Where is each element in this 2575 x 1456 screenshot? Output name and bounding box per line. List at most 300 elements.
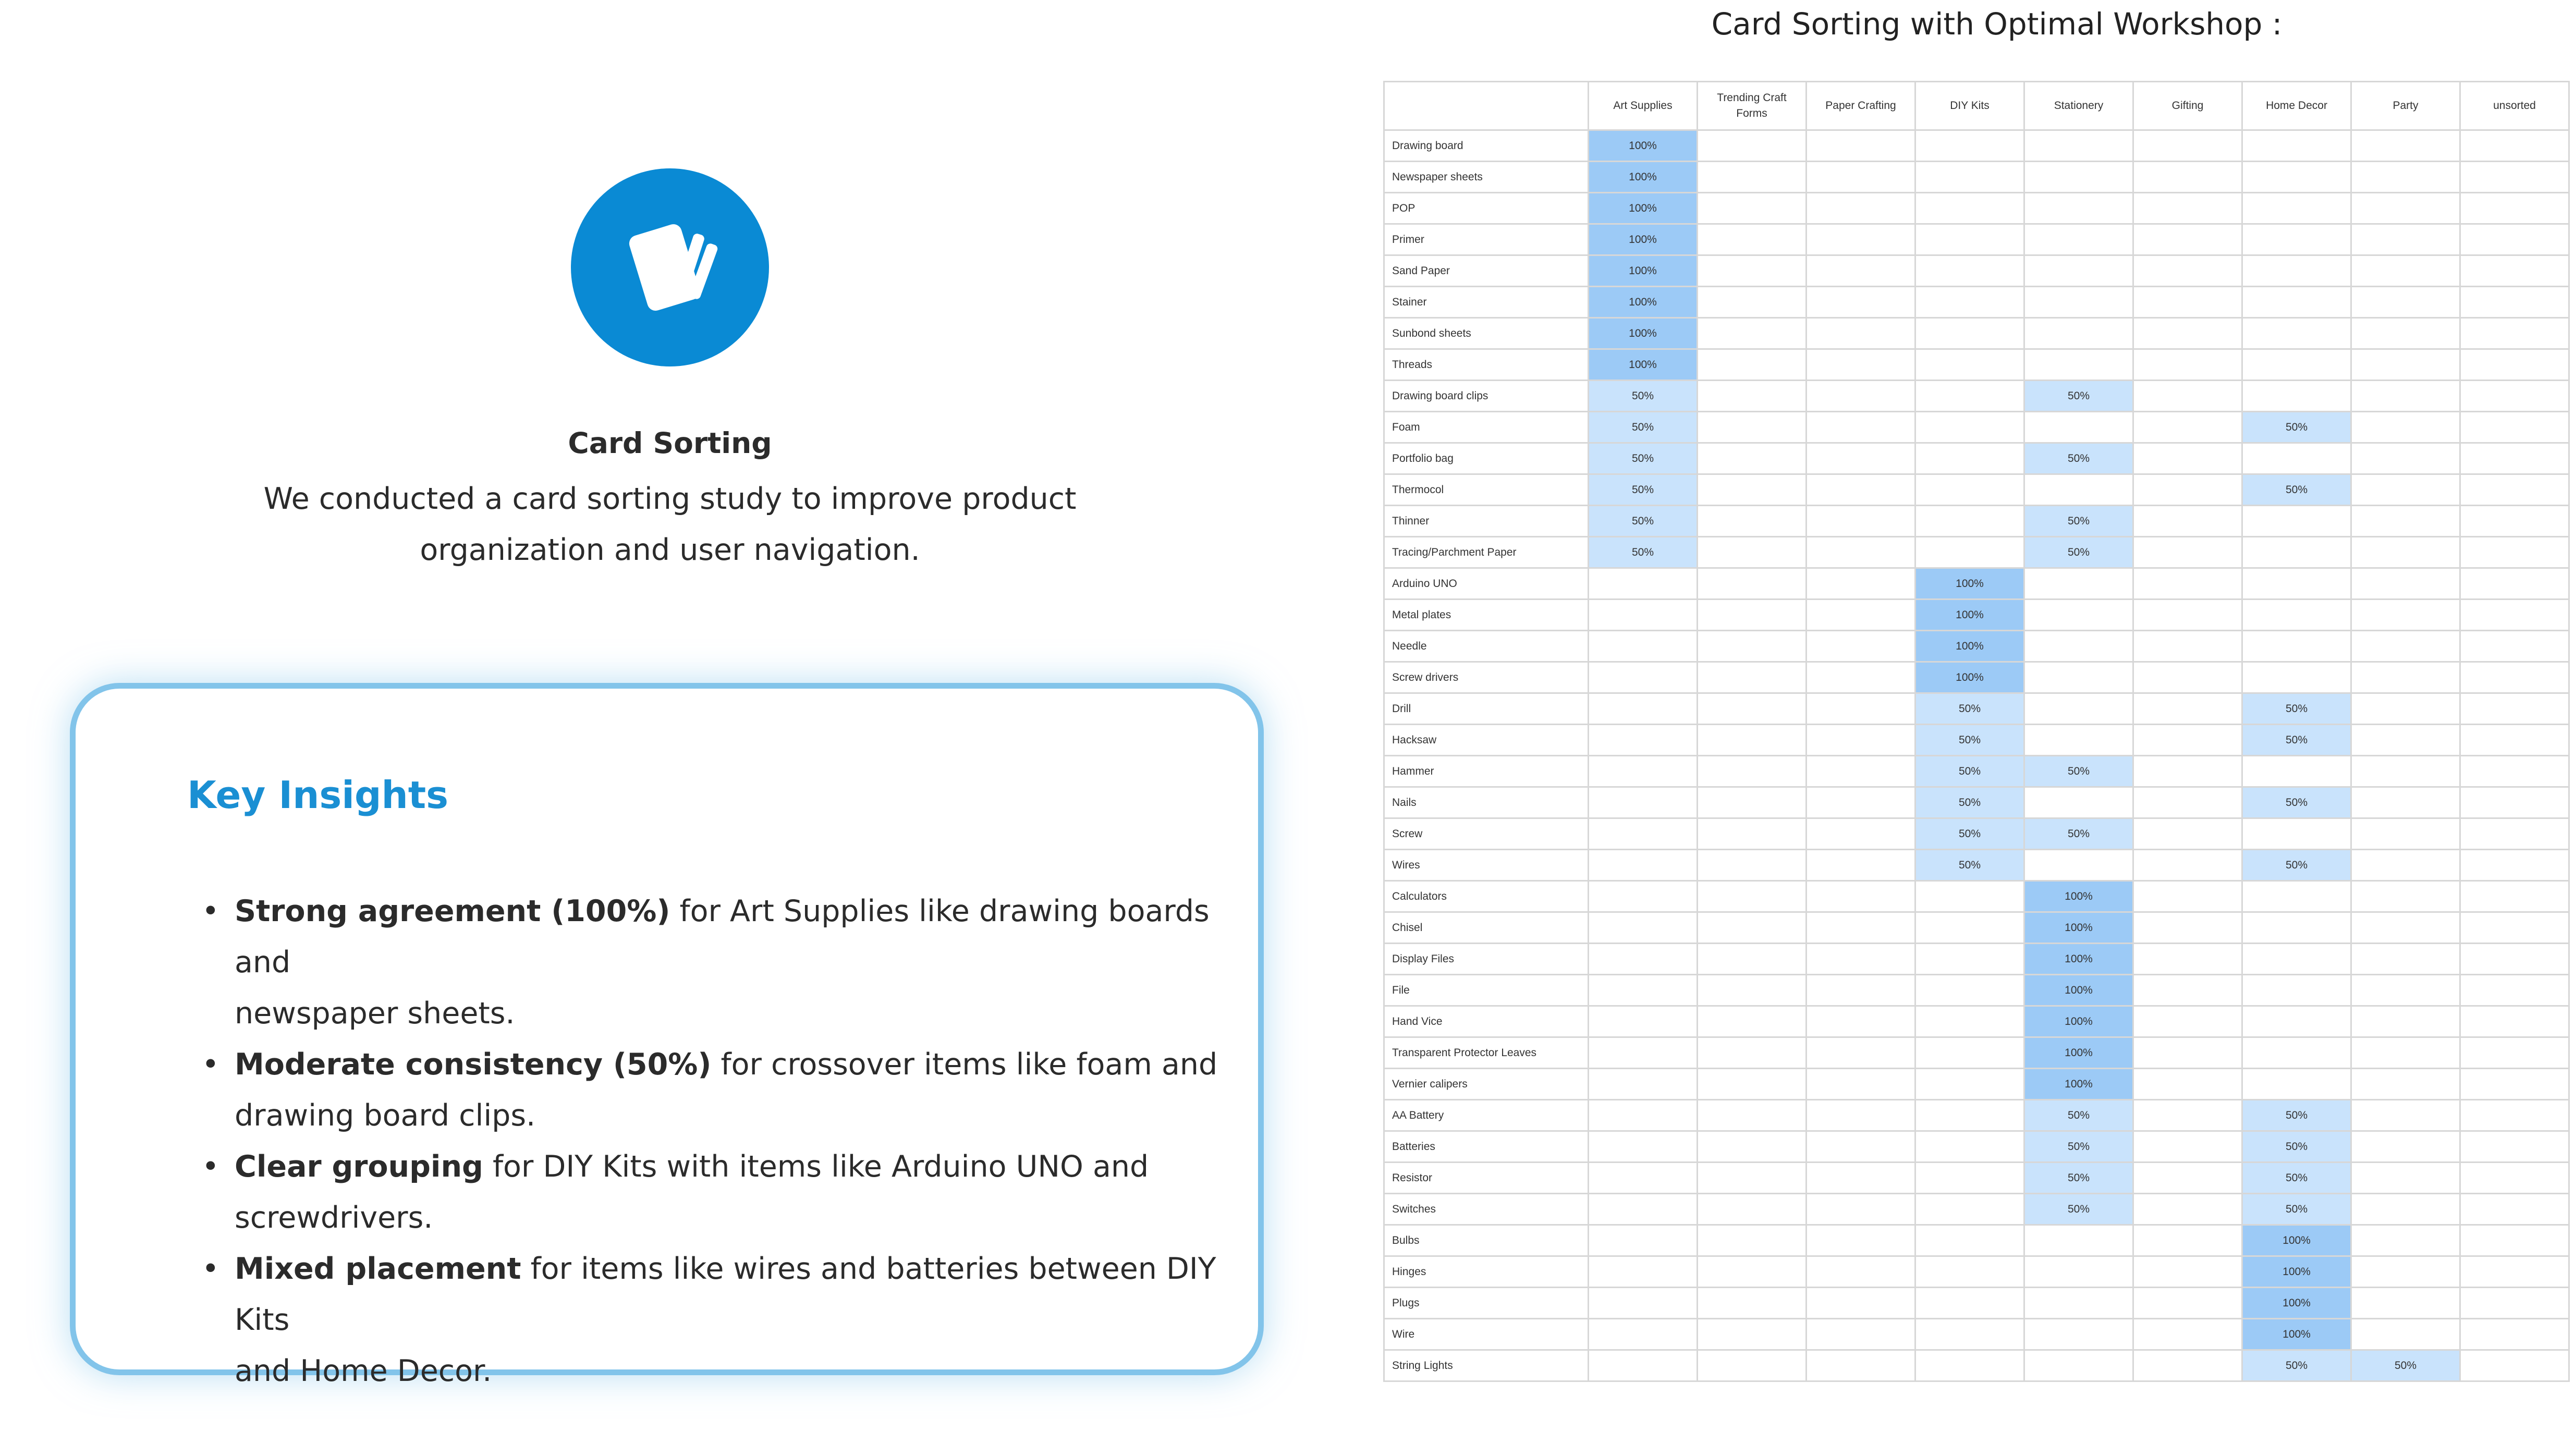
- agreement-cell: 50%: [2242, 850, 2351, 881]
- row-label: AA Battery: [1384, 1100, 1589, 1131]
- section-title: Card Sorting: [568, 426, 772, 460]
- column-header-label: Trending Craft: [1717, 92, 1787, 104]
- empty-cell: [2351, 1225, 2460, 1256]
- empty-cell: [2351, 1037, 2460, 1069]
- empty-cell: [2351, 1131, 2460, 1163]
- empty-cell: [2351, 912, 2460, 944]
- insight-item: [235, 1039, 1225, 1141]
- empty-cell: [2133, 1194, 2242, 1225]
- table-row: [1384, 193, 2569, 224]
- empty-cell: [1807, 725, 1915, 756]
- empty-cell: [1698, 1319, 1807, 1350]
- empty-cell: [2242, 318, 2351, 349]
- empty-cell: [2460, 912, 2569, 944]
- empty-cell: [1807, 693, 1915, 725]
- empty-cell: [1698, 349, 1807, 381]
- empty-cell: [1807, 443, 1915, 474]
- empty-cell: [1915, 1194, 2024, 1225]
- empty-cell: [2242, 349, 2351, 381]
- empty-cell: [1915, 1037, 2024, 1069]
- empty-cell: [2133, 474, 2242, 506]
- empty-cell: [2351, 756, 2460, 787]
- empty-cell: [2351, 881, 2460, 912]
- table-row: [1384, 506, 2569, 537]
- empty-cell: [1698, 1163, 1807, 1194]
- empty-cell: [1589, 1194, 1698, 1225]
- column-header-label: DIY Kits: [1950, 100, 1990, 112]
- table-row: [1384, 568, 2569, 599]
- empty-cell: [2133, 568, 2242, 599]
- agreement-cell: 100%: [1915, 599, 2024, 631]
- empty-cell: [2351, 787, 2460, 818]
- empty-cell: [2460, 1163, 2569, 1194]
- empty-cell: [2133, 287, 2242, 318]
- empty-cell: [2351, 474, 2460, 506]
- empty-cell: [1915, 1131, 2024, 1163]
- empty-cell: [2460, 1006, 2569, 1037]
- empty-cell: [2351, 1256, 2460, 1288]
- empty-cell: [2460, 568, 2569, 599]
- empty-cell: [2133, 1319, 2242, 1350]
- empty-cell: [2460, 1288, 2569, 1319]
- empty-cell: [1589, 1225, 1698, 1256]
- empty-cell: [2024, 318, 2133, 349]
- row-label: Threads: [1384, 349, 1589, 381]
- agreement-cell: 50%: [1915, 693, 2024, 725]
- empty-cell: [2460, 725, 2569, 756]
- empty-cell: [2351, 130, 2460, 162]
- table-row: [1384, 881, 2569, 912]
- matrix-body: [1384, 130, 2569, 1381]
- table-row: [1384, 1194, 2569, 1225]
- table-row: [1384, 1131, 2569, 1163]
- column-header-label: Art Supplies: [1613, 100, 1673, 112]
- empty-cell: [2351, 349, 2460, 381]
- cards-icon: [571, 168, 769, 366]
- insight-item: [235, 1141, 1225, 1243]
- empty-cell: [2351, 818, 2460, 850]
- empty-cell: [2351, 1288, 2460, 1319]
- empty-cell: [2460, 224, 2569, 255]
- empty-cell: [1807, 912, 1915, 944]
- empty-cell: [1698, 443, 1807, 474]
- row-label: Stainer: [1384, 287, 1589, 318]
- empty-cell: [1698, 1100, 1807, 1131]
- empty-cell: [2242, 443, 2351, 474]
- empty-cell: [1807, 1288, 1915, 1319]
- empty-cell: [1807, 1225, 1915, 1256]
- agreement-cell: 50%: [1589, 443, 1698, 474]
- agreement-cell: 100%: [2242, 1256, 2351, 1288]
- empty-cell: [1915, 318, 2024, 349]
- empty-cell: [1589, 1256, 1698, 1288]
- empty-cell: [1807, 537, 1915, 568]
- empty-cell: [1698, 1256, 1807, 1288]
- agreement-cell: 100%: [1589, 349, 1698, 381]
- empty-cell: [2133, 787, 2242, 818]
- empty-cell: [1807, 756, 1915, 787]
- empty-cell: [2460, 506, 2569, 537]
- empty-cell: [1698, 255, 1807, 287]
- empty-cell: [1915, 506, 2024, 537]
- empty-cell: [2024, 693, 2133, 725]
- empty-cell: [2242, 631, 2351, 662]
- empty-cell: [2133, 1163, 2242, 1194]
- empty-cell: [2460, 1256, 2569, 1288]
- empty-cell: [2133, 881, 2242, 912]
- row-label: Drill: [1384, 693, 1589, 725]
- empty-cell: [1807, 318, 1915, 349]
- agreement-cell: 50%: [2024, 1194, 2133, 1225]
- row-label: String Lights: [1384, 1350, 1589, 1381]
- empty-cell: [2133, 850, 2242, 881]
- empty-cell: [2351, 255, 2460, 287]
- empty-cell: [1915, 975, 2024, 1006]
- empty-cell: [1807, 881, 1915, 912]
- row-label: Sand Paper: [1384, 255, 1589, 287]
- agreement-cell: 50%: [2242, 787, 2351, 818]
- empty-cell: [2351, 287, 2460, 318]
- empty-cell: [1915, 1288, 2024, 1319]
- empty-cell: [2460, 162, 2569, 193]
- row-label: Bulbs: [1384, 1225, 1589, 1256]
- empty-cell: [2024, 631, 2133, 662]
- matrix-title: Card Sorting with Optimal Workshop :: [1711, 6, 2283, 42]
- insight-text: and Home Decor.: [235, 1354, 492, 1388]
- empty-cell: [2024, 1319, 2133, 1350]
- column-header: [2024, 82, 2133, 130]
- empty-cell: [1915, 1006, 2024, 1037]
- empty-cell: [2460, 944, 2569, 975]
- empty-cell: [2460, 287, 2569, 318]
- empty-cell: [1807, 474, 1915, 506]
- empty-cell: [1698, 1350, 1807, 1381]
- column-header: [1807, 82, 1915, 130]
- agreement-cell: 50%: [1915, 756, 2024, 787]
- agreement-cell: 50%: [2024, 506, 2133, 537]
- agreement-cell: 100%: [1915, 662, 2024, 693]
- row-label: Vernier calipers: [1384, 1069, 1589, 1100]
- agreement-cell: 50%: [2242, 1163, 2351, 1194]
- empty-cell: [2133, 631, 2242, 662]
- empty-cell: [2460, 599, 2569, 631]
- empty-cell: [2024, 474, 2133, 506]
- empty-cell: [2133, 224, 2242, 255]
- column-header-label: Party: [2393, 100, 2419, 112]
- empty-cell: [1807, 1350, 1915, 1381]
- empty-cell: [2133, 412, 2242, 443]
- empty-cell: [2460, 693, 2569, 725]
- column-header: [1589, 82, 1698, 130]
- empty-cell: [1589, 1163, 1698, 1194]
- agreement-cell: 50%: [2242, 474, 2351, 506]
- empty-cell: [2460, 381, 2569, 412]
- row-label: Newspaper sheets: [1384, 162, 1589, 193]
- empty-cell: [2133, 725, 2242, 756]
- empty-cell: [1807, 193, 1915, 224]
- empty-cell: [1915, 255, 2024, 287]
- table-row: [1384, 631, 2569, 662]
- empty-cell: [1915, 537, 2024, 568]
- empty-cell: [2351, 850, 2460, 881]
- empty-cell: [2242, 599, 2351, 631]
- empty-cell: [2460, 1131, 2569, 1163]
- empty-cell: [1589, 1006, 1698, 1037]
- empty-cell: [2242, 975, 2351, 1006]
- empty-cell: [2024, 1288, 2133, 1319]
- row-label: File: [1384, 975, 1589, 1006]
- empty-cell: [1698, 537, 1807, 568]
- table-row: [1384, 787, 2569, 818]
- table-row: [1384, 381, 2569, 412]
- description-line: organization and user navigation.: [420, 533, 920, 567]
- empty-cell: [2242, 568, 2351, 599]
- empty-cell: [2351, 725, 2460, 756]
- empty-cell: [2351, 1069, 2460, 1100]
- row-label: Hand Vice: [1384, 1006, 1589, 1037]
- row-label: Metal plates: [1384, 599, 1589, 631]
- row-label: Hacksaw: [1384, 725, 1589, 756]
- table-row: [1384, 662, 2569, 693]
- table-row: [1384, 349, 2569, 381]
- empty-cell: [1698, 381, 1807, 412]
- empty-cell: [2133, 130, 2242, 162]
- row-label: Screw drivers: [1384, 662, 1589, 693]
- empty-cell: [2024, 412, 2133, 443]
- empty-cell: [1698, 162, 1807, 193]
- table-row: [1384, 1288, 2569, 1319]
- empty-cell: [2351, 693, 2460, 725]
- agreement-cell: 50%: [2242, 1131, 2351, 1163]
- table-row: [1384, 944, 2569, 975]
- insight-text: for crossover items like foam and: [711, 1047, 1218, 1082]
- row-label: Portfolio bag: [1384, 443, 1589, 474]
- empty-cell: [1915, 1225, 2024, 1256]
- empty-cell: [2351, 944, 2460, 975]
- empty-cell: [2351, 537, 2460, 568]
- row-label: Thinner: [1384, 506, 1589, 537]
- column-header-label: Gifting: [2171, 100, 2204, 112]
- agreement-cell: 50%: [2242, 693, 2351, 725]
- row-label: Chisel: [1384, 912, 1589, 944]
- empty-cell: [1698, 1006, 1807, 1037]
- empty-cell: [2351, 1319, 2460, 1350]
- empty-cell: [2133, 255, 2242, 287]
- agreement-cell: 50%: [2351, 1350, 2460, 1381]
- empty-cell: [1698, 787, 1807, 818]
- empty-cell: [2024, 599, 2133, 631]
- empty-cell: [2133, 381, 2242, 412]
- empty-cell: [2133, 662, 2242, 693]
- column-header-label: Forms: [1736, 107, 1767, 119]
- empty-cell: [1698, 287, 1807, 318]
- table-row: [1384, 912, 2569, 944]
- empty-cell: [1698, 318, 1807, 349]
- empty-cell: [1698, 818, 1807, 850]
- table-row: [1384, 1225, 2569, 1256]
- table-row: [1384, 1100, 2569, 1131]
- empty-cell: [1915, 193, 2024, 224]
- column-header: [2351, 82, 2460, 130]
- agreement-cell: 50%: [2024, 756, 2133, 787]
- row-label: Hinges: [1384, 1256, 1589, 1288]
- empty-cell: [1698, 944, 1807, 975]
- agreement-cell: 50%: [2024, 443, 2133, 474]
- empty-cell: [2460, 1194, 2569, 1225]
- table-row: [1384, 537, 2569, 568]
- empty-cell: [2242, 912, 2351, 944]
- agreement-cell: 50%: [2024, 1163, 2133, 1194]
- table-row: [1384, 287, 2569, 318]
- table-row: [1384, 1037, 2569, 1069]
- empty-cell: [2024, 255, 2133, 287]
- insight-text: screwdrivers.: [235, 1201, 433, 1235]
- empty-cell: [1915, 1069, 2024, 1100]
- empty-cell: [1915, 224, 2024, 255]
- row-label: Wires: [1384, 850, 1589, 881]
- empty-cell: [1698, 130, 1807, 162]
- column-header: [1698, 82, 1807, 130]
- empty-cell: [2460, 255, 2569, 287]
- column-header-label: unsorted: [2493, 100, 2536, 112]
- empty-cell: [1589, 818, 1698, 850]
- table-row: [1384, 443, 2569, 474]
- empty-cell: [1589, 1288, 1698, 1319]
- empty-cell: [2460, 349, 2569, 381]
- empty-cell: [2460, 1350, 2569, 1381]
- empty-cell: [1915, 1100, 2024, 1131]
- agreement-cell: 50%: [1589, 537, 1698, 568]
- empty-cell: [1807, 1163, 1915, 1194]
- row-label: Batteries: [1384, 1131, 1589, 1163]
- empty-cell: [2024, 287, 2133, 318]
- empty-cell: [1915, 1256, 2024, 1288]
- insight-text: newspaper sheets.: [235, 996, 515, 1031]
- empty-cell: [2133, 1225, 2242, 1256]
- empty-cell: [1698, 599, 1807, 631]
- empty-cell: [2351, 1163, 2460, 1194]
- agreement-cell: 100%: [1589, 318, 1698, 349]
- empty-cell: [1698, 1069, 1807, 1100]
- row-label: Wire: [1384, 1319, 1589, 1350]
- row-label: Drawing board: [1384, 130, 1589, 162]
- insight-text: for items like wires and batteries between DIY Kits: [235, 1252, 1216, 1337]
- empty-cell: [1915, 130, 2024, 162]
- empty-cell: [2242, 287, 2351, 318]
- empty-cell: [2460, 412, 2569, 443]
- row-label: Foam: [1384, 412, 1589, 443]
- empty-cell: [1589, 1037, 1698, 1069]
- empty-cell: [2351, 662, 2460, 693]
- empty-cell: [2460, 1069, 2569, 1100]
- empty-cell: [1698, 975, 1807, 1006]
- table-row: [1384, 850, 2569, 881]
- table-row: [1384, 818, 2569, 850]
- empty-cell: [1807, 1131, 1915, 1163]
- empty-cell: [1698, 1131, 1807, 1163]
- empty-cell: [2024, 787, 2133, 818]
- empty-cell: [2351, 1194, 2460, 1225]
- empty-cell: [1807, 1006, 1915, 1037]
- empty-cell: [1915, 912, 2024, 944]
- empty-cell: [1915, 881, 2024, 912]
- empty-cell: [2133, 944, 2242, 975]
- insight-highlight: Moderate consistency (50%): [235, 1047, 712, 1082]
- agreement-cell: 50%: [1915, 725, 2024, 756]
- empty-cell: [1915, 1319, 2024, 1350]
- empty-cell: [2133, 599, 2242, 631]
- empty-cell: [1698, 193, 1807, 224]
- empty-cell: [2024, 1256, 2133, 1288]
- empty-cell: [1915, 412, 2024, 443]
- row-label: Needle: [1384, 631, 1589, 662]
- section-description: [261, 473, 1079, 576]
- insight-text: for Art Supplies like drawing boards and: [235, 894, 1210, 980]
- empty-cell: [1698, 224, 1807, 255]
- empty-cell: [1698, 881, 1807, 912]
- empty-cell: [2460, 850, 2569, 881]
- empty-cell: [1807, 506, 1915, 537]
- empty-cell: [2024, 725, 2133, 756]
- empty-cell: [1915, 944, 2024, 975]
- row-label: Thermocol: [1384, 474, 1589, 506]
- empty-cell: [2133, 693, 2242, 725]
- table-row: [1384, 255, 2569, 287]
- key-insights-title: Key Insights: [187, 773, 449, 817]
- empty-cell: [1915, 381, 2024, 412]
- table-row: [1384, 224, 2569, 255]
- empty-cell: [2024, 850, 2133, 881]
- empty-cell: [1698, 506, 1807, 537]
- empty-cell: [1589, 787, 1698, 818]
- empty-cell: [2133, 975, 2242, 1006]
- empty-cell: [2133, 162, 2242, 193]
- agreement-cell: 50%: [2242, 1194, 2351, 1225]
- empty-cell: [2351, 193, 2460, 224]
- table-row: [1384, 693, 2569, 725]
- agreement-cell: 100%: [1915, 631, 2024, 662]
- empty-cell: [2133, 349, 2242, 381]
- empty-cell: [2024, 1350, 2133, 1381]
- agreement-cell: 50%: [1915, 850, 2024, 881]
- agreement-cell: 100%: [1589, 255, 1698, 287]
- insight-item: [235, 1243, 1225, 1397]
- empty-cell: [1807, 1069, 1915, 1100]
- empty-cell: [2351, 412, 2460, 443]
- empty-cell: [1589, 1350, 1698, 1381]
- insight-highlight: Clear grouping: [235, 1149, 483, 1184]
- empty-cell: [2024, 568, 2133, 599]
- empty-cell: [1807, 662, 1915, 693]
- empty-cell: [1698, 912, 1807, 944]
- empty-cell: [2460, 818, 2569, 850]
- matrix-corner-cell: [1384, 82, 1589, 130]
- empty-cell: [1915, 474, 2024, 506]
- empty-cell: [1589, 1131, 1698, 1163]
- agreement-cell: 100%: [2024, 975, 2133, 1006]
- empty-cell: [2024, 130, 2133, 162]
- table-row: [1384, 130, 2569, 162]
- empty-cell: [2242, 818, 2351, 850]
- empty-cell: [2133, 756, 2242, 787]
- insight-text: drawing board clips.: [235, 1098, 536, 1133]
- empty-cell: [1807, 224, 1915, 255]
- empty-cell: [2024, 662, 2133, 693]
- empty-cell: [2460, 318, 2569, 349]
- empty-cell: [2024, 162, 2133, 193]
- empty-cell: [2242, 381, 2351, 412]
- agreement-cell: 50%: [2024, 537, 2133, 568]
